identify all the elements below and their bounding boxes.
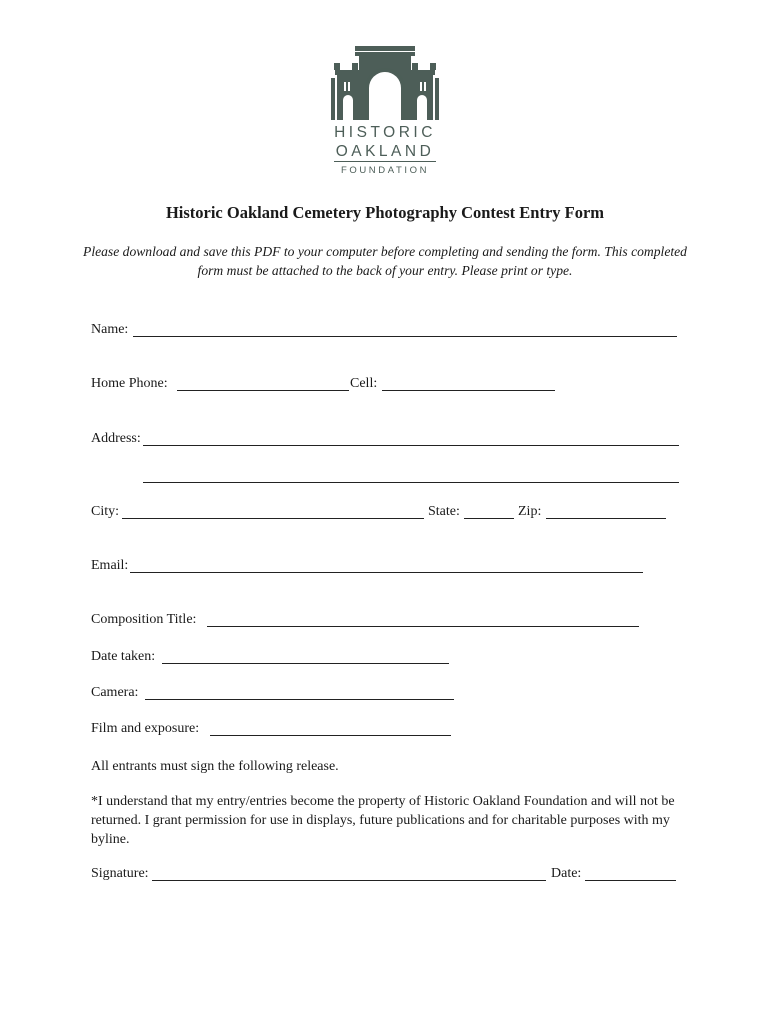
release-text: *I understand that my entry/entries become the property of Historic Oakland Foundation and will not be returned. I grant permission for use in displays, future publications and for charitable purposes with my byline. [91, 794, 675, 847]
logo-line-foundation: FOUNDATION [340, 165, 430, 176]
date-field[interactable] [585, 880, 676, 881]
home-phone-label: Home Phone: [91, 376, 168, 391]
address-field-line2[interactable] [143, 482, 679, 483]
zip-field[interactable] [546, 518, 666, 519]
address-label: Address: [91, 431, 141, 446]
logo-divider [334, 161, 436, 162]
name-field[interactable] [133, 336, 677, 337]
date-taken-field[interactable] [162, 663, 449, 664]
signature-label: Signature: [91, 866, 149, 881]
state-label: State: [428, 504, 460, 519]
city-label: City: [91, 504, 120, 519]
camera-label: Camera: [91, 685, 139, 700]
logo-line-historic: HISTORIC [334, 124, 436, 141]
cell-field[interactable] [382, 390, 555, 391]
film-exposure-label: Film and exposure: [91, 721, 200, 736]
logo-line-oakland: OAKLAND [335, 143, 435, 160]
release-note: All entrants must sign the following release. [91, 759, 339, 774]
form-intro: Please download and save this PDF to your computer before completing and sending the form. This completed form must be attached to the back of your entry. Please print or type. [83, 244, 687, 278]
foundation-logo [331, 44, 439, 178]
form-title: Historic Oakland Cemetery Photography Contest Entry Form [165, 203, 605, 222]
camera-field[interactable] [145, 699, 454, 700]
state-field[interactable] [464, 518, 514, 519]
zip-label: Zip: [518, 504, 542, 519]
email-field[interactable] [130, 572, 643, 573]
composition-title-field[interactable] [207, 626, 639, 627]
name-label: Name: [91, 322, 129, 337]
date-taken-label: Date taken: [91, 649, 156, 664]
city-field[interactable] [122, 518, 424, 519]
signature-field[interactable] [152, 880, 546, 881]
cell-label: Cell: [350, 376, 378, 391]
email-label: Email: [91, 558, 129, 573]
home-phone-field[interactable] [177, 390, 349, 391]
address-field-line1[interactable] [143, 445, 679, 446]
film-exposure-field[interactable] [210, 735, 451, 736]
date-label: Date: [551, 866, 582, 881]
gate-arch-icon [331, 44, 439, 122]
composition-title-label: Composition Title: [91, 612, 197, 627]
